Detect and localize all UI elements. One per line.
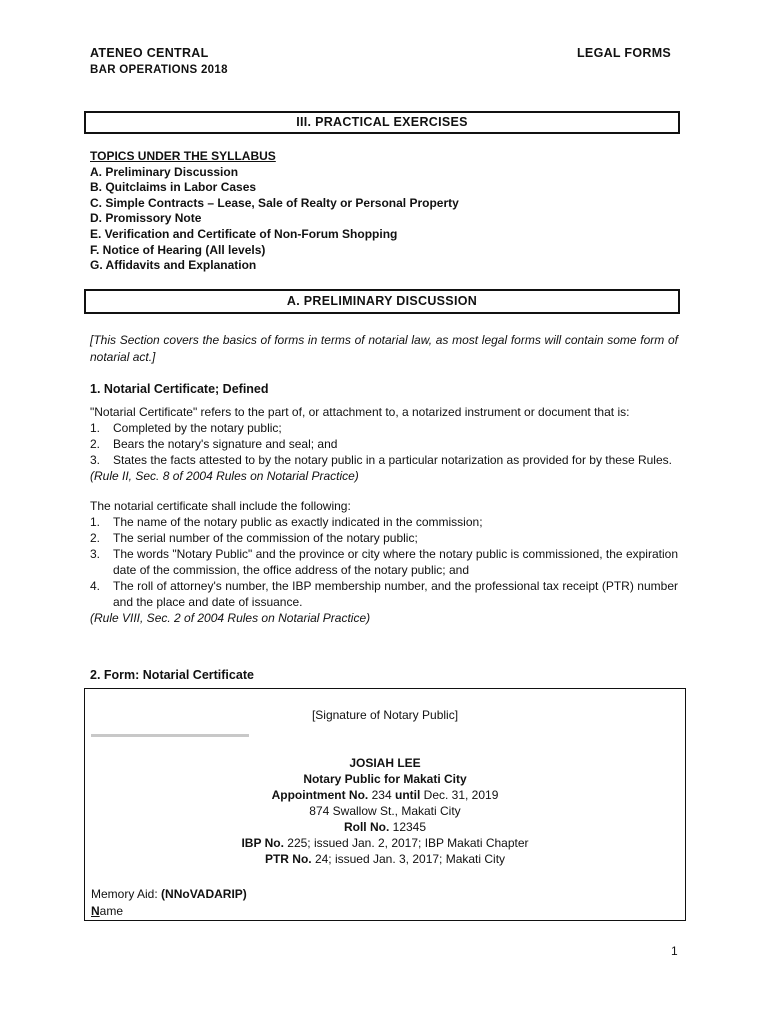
list-number: 2.: [90, 437, 101, 451]
s1-lead: "Notarial Certificate" refers to the part of, or attachment to, a notarized instrument or document that is:: [90, 405, 630, 419]
roll-label: Roll No.: [343, 820, 390, 834]
list-text: The words "Notary Public" and the province or city where the notary public is commissioned, the expiration date of the commission, the office address of the notary public; and: [113, 547, 678, 577]
notary-name: JOSIAH LEE: [349, 756, 421, 770]
topic-item: D. Promissory Note: [90, 211, 202, 226]
topic-item: A. Preliminary Discussion: [90, 164, 239, 179]
s1-list: [90, 420, 678, 468]
s1-list2: [90, 514, 678, 610]
memory-aid-name: [91, 903, 123, 919]
until-date: Dec. 31, 2019: [423, 788, 499, 802]
memory-word-rest: ame: [99, 904, 124, 918]
subsection-title: A. PRELIMINARY DISCUSSION: [286, 294, 478, 308]
list-number: 1.: [90, 421, 101, 435]
list-number: 1.: [90, 515, 101, 529]
page-number: 1: [671, 944, 678, 958]
memory-label: Memory Aid:: [91, 887, 158, 901]
s1-citation2: (Rule VIII, Sec. 2 of 2004 Rules on Notarial Practice): [90, 611, 371, 625]
topic-item: B. Quitclaims in Labor Cases: [90, 180, 257, 195]
topic-item: C. Simple Contracts – Lease, Sale of Realty or Personal Property: [90, 195, 459, 210]
header-right: LEGAL FORMS: [577, 46, 672, 60]
appt-no: 234: [371, 788, 392, 802]
section-title-box: [84, 111, 680, 134]
list-number: 3.: [90, 453, 101, 467]
list-item: [90, 578, 678, 610]
s1-citation: (Rule II, Sec. 8 of 2004 Rules on Notarial Practice): [90, 469, 359, 483]
s1-body: [90, 404, 678, 626]
ibp-value: 225; issued Jan. 2, 2017; IBP Makati Chapter: [287, 836, 529, 850]
ptr-line: [85, 851, 685, 867]
list-text: The roll of attorney's number, the IBP membership number, and the professional tax receipt (PTR) number and the place and date of issuance.: [113, 579, 678, 609]
list-item: [90, 530, 678, 546]
list-text: Completed by the notary public;: [113, 421, 282, 435]
s1-lead2: The notarial certificate shall include the following:: [90, 499, 351, 513]
subsection-title-box: [84, 289, 680, 314]
appt-label: Appointment No.: [271, 788, 369, 802]
notary-block: [85, 755, 685, 867]
memory-aid: [91, 886, 247, 902]
signature-line: [91, 734, 249, 737]
header-org: ATENEO CENTRAL: [90, 46, 209, 60]
list-item: [90, 452, 678, 468]
s1-title: 1. Notarial Certificate; Defined: [90, 382, 269, 396]
list-text: Bears the notary's signature and seal; and: [113, 437, 338, 451]
office-address: 874 Swallow St., Makati City: [309, 804, 461, 818]
list-text: States the facts attested to by the notary public in a particular notarization as provided for by these Rules.: [113, 453, 672, 467]
topic-item: F. Notice of Hearing (All levels): [90, 242, 266, 257]
intro-paragraph: [This Section covers the basics of forms in terms of notarial law, as most legal forms will contain some form of notarial act.]: [90, 333, 678, 364]
section-title: III. PRACTICAL EXERCISES: [296, 115, 468, 129]
appointment-line: [85, 787, 685, 803]
s2-title: 2. Form: Notarial Certificate: [90, 668, 254, 682]
roll-line: [85, 819, 685, 835]
memory-letter: N: [91, 904, 100, 918]
ptr-label: PTR No.: [264, 852, 312, 866]
list-item: [90, 514, 678, 530]
topic-item: E. Verification and Certificate of Non-Forum Shopping: [90, 226, 398, 241]
header-sub: BAR OPERATIONS 2018: [90, 64, 228, 76]
topics-heading: TOPICS UNDER THE SYLLABUS: [90, 149, 276, 163]
list-number: 3.: [90, 547, 101, 561]
list-text: The name of the notary public as exactly indicated in the commission;: [113, 515, 483, 529]
notary-for: Notary Public for Makati City: [303, 772, 467, 786]
signature-placeholder: [Signature of Notary Public]: [311, 708, 459, 722]
ptr-value: 24; issued Jan. 3, 2017; Makati City: [314, 852, 506, 866]
list-item: [90, 420, 678, 436]
list-item: [90, 546, 678, 578]
memory-value: (NNoVADARIP): [161, 887, 247, 901]
list-number: 4.: [90, 579, 101, 593]
list-item: [90, 436, 678, 452]
roll-no: 12345: [392, 820, 427, 834]
topic-item: G. Affidavits and Explanation: [90, 258, 257, 273]
list-text: The serial number of the commission of the notary public;: [113, 531, 418, 545]
list-number: 2.: [90, 531, 101, 545]
until-label: until: [394, 788, 421, 802]
ibp-line: [85, 835, 685, 851]
ibp-label: IBP No.: [241, 836, 284, 850]
topics-list: [90, 149, 459, 274]
notarial-certificate-form: [84, 688, 686, 921]
